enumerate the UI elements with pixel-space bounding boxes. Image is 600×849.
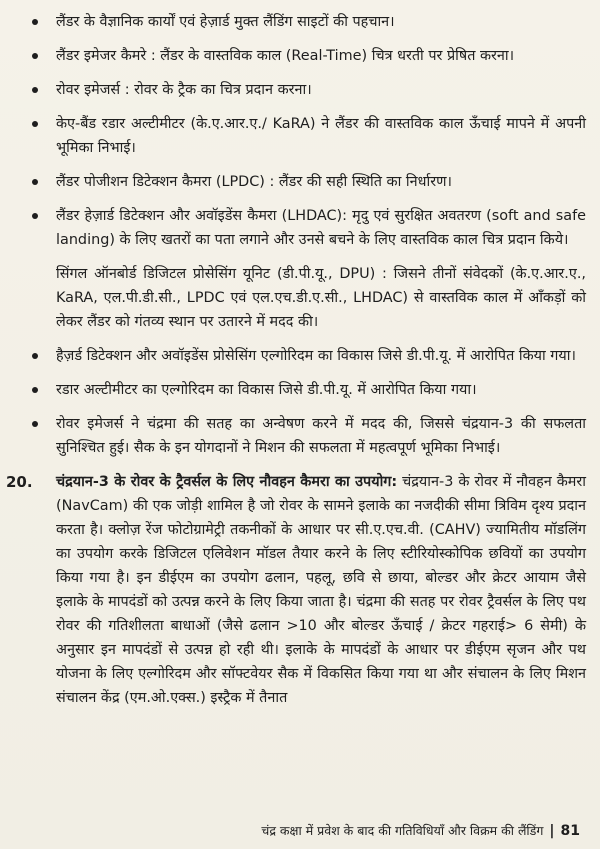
list-item: लैंडर के वैज्ञानिक कार्यों एवं हेज़ार्ड मुक्त लैंडिंग साइटों की पहचान। [20, 10, 586, 34]
bullet-dot-icon [32, 87, 38, 93]
list-item: हैज़र्ड डिटेक्शन और अवॉइडेंस प्रोसेसिंग एल्गोरिदम का विकास जिसे डी.पी.यू. में आरोपित किया गया। [20, 344, 586, 368]
section-20 [6, 470, 586, 710]
page-number: 81 [560, 822, 580, 839]
bullet-dot-icon [32, 19, 38, 25]
list-item: लैंडर पोजीशन डिटेक्शन कैमरा (LPDC) : लैंडर की सही स्थिति का निर्धारण। [20, 170, 586, 194]
bullet-list-bottom [20, 344, 586, 460]
page-content [6, 10, 586, 710]
bullet-dot-icon [32, 121, 38, 127]
list-item: लैंडर हेज़ार्ड डिटेक्शन और अवॉइडेंस कैमरा (LHDAC): मृदु एवं सुरक्षित अवतरण (soft and safe landing) के लिए खतरों का पता लगाने और उनसे बचने के लिए वास्तविक काल चित्र प्रदान किये। [20, 204, 586, 252]
section-heading: चंद्रयान-3 के रोवर के ट्रैवर्सल के लिए नौवहन कैमरा का उपयोग: [56, 474, 398, 490]
bullet-dot-icon [32, 53, 38, 59]
section-number: 20. [6, 473, 33, 491]
footer-separator: | [549, 822, 555, 839]
list-item: रोवर इमेजर्स ने चंद्रमा की सतह का अन्वेषण करने में मदद की, जिससे चंद्रयान-3 की सफलता सुनिश्चित हुई। सैक के इन योगदानों ने मिशन की सफलता में महत्वपूर्ण भूमिका निभाई। [20, 412, 586, 460]
bullet-dot-icon [32, 179, 38, 185]
list-item: केए-बैंड रडार अल्टीमीटर (के.ए.आर.ए./ KaRA) ने लैंडर की वास्तविक काल ऊँचाई मापने में अपनी भूमिका निभाई। [20, 112, 586, 160]
section-body: चंद्रयान-3 के रोवर में नौवहन कैमरा (NavCam) की एक जोड़ी शामिल है जो रोवर के सामने इलाके का नजदीकी सीमा त्रिविम दृश्य प्रदान करता है। क्लोज़ रेंज फोटोग्रामेट्री तकनीकों के आधार पर सी.ए.एच.वी. (CAHV) ज्यामितीय मॉडलिंग का उपयोग करके डिजिटल एलिवेशन मॉडल तैयार करने के लिए स्टीरियोस्कोपिक छवियों का उपयोग किया गया है। इन डीईएम का उपयोग ढलान, पहलू, छवि से छाया, बोल्डर और क्रेटर आयाम जैसे इलाके के मापदंडों को उत्पन्न करने के लिए किया जाता है। चंद्रमा की सतह पर रोवर ट्रैवर्सल के लिए पथ रोवर की गतिशीलता बाधाओं (जैसे ढलान >10 और बोल्डर ऊँचाई / क्रेटर गहराई> 6 सेमी) के अनुसार इन मापदंडों से उत्पन्न हो रही थी। इलाके के मापदंडों के आधार पर डीईएम सृजन और पथ योजना के लिए एल्गोरिदम और सॉफ्टवेयर सैक में विकसित किया गया था और संचालन के लिए मिशन संचालन केंद्र (एम.ओ.एक्स.) इस्ट्रैक में तैनात [56, 474, 586, 706]
bullet-dot-icon [32, 353, 38, 359]
bullet-dot-icon [32, 421, 38, 427]
page-footer [261, 822, 580, 839]
list-item: रोवर इमेजर्स : रोवर के ट्रैक का चित्र प्रदान करना। [20, 78, 586, 102]
dpu-paragraph: सिंगल ऑनबोर्ड डिजिटल प्रोसेसिंग यूनिट (डी.पी.यू., DPU) : जिसने तीनों संवेदकों (के.ए.आर.ए., KaRA, एल.पी.डी.सी., LPDC एवं एल.एच.डी.ए.सी., LHDAC) से वास्तविक काल में आँकड़ों को लेकर लैंडर को गंतव्य स्थान पर उतारने में मदद की। [56, 266, 586, 330]
running-title: चंद्र कक्षा में प्रवेश के बाद की गतिविधियाँ और विक्रम की लैंडिंग [261, 823, 544, 838]
bullet-dot-icon [32, 387, 38, 393]
list-item: रडार अल्टीमीटर का एल्गोरिदम का विकास जिसे डी.पी.यू. में आरोपित किया गया। [20, 378, 586, 402]
bullet-dot-icon [32, 213, 38, 219]
list-item: लैंडर इमेजर कैमरे : लैंडर के वास्तविक काल (Real-Time) चित्र धरती पर प्रेषित करना। [20, 44, 586, 68]
bullet-list-top [20, 10, 586, 252]
